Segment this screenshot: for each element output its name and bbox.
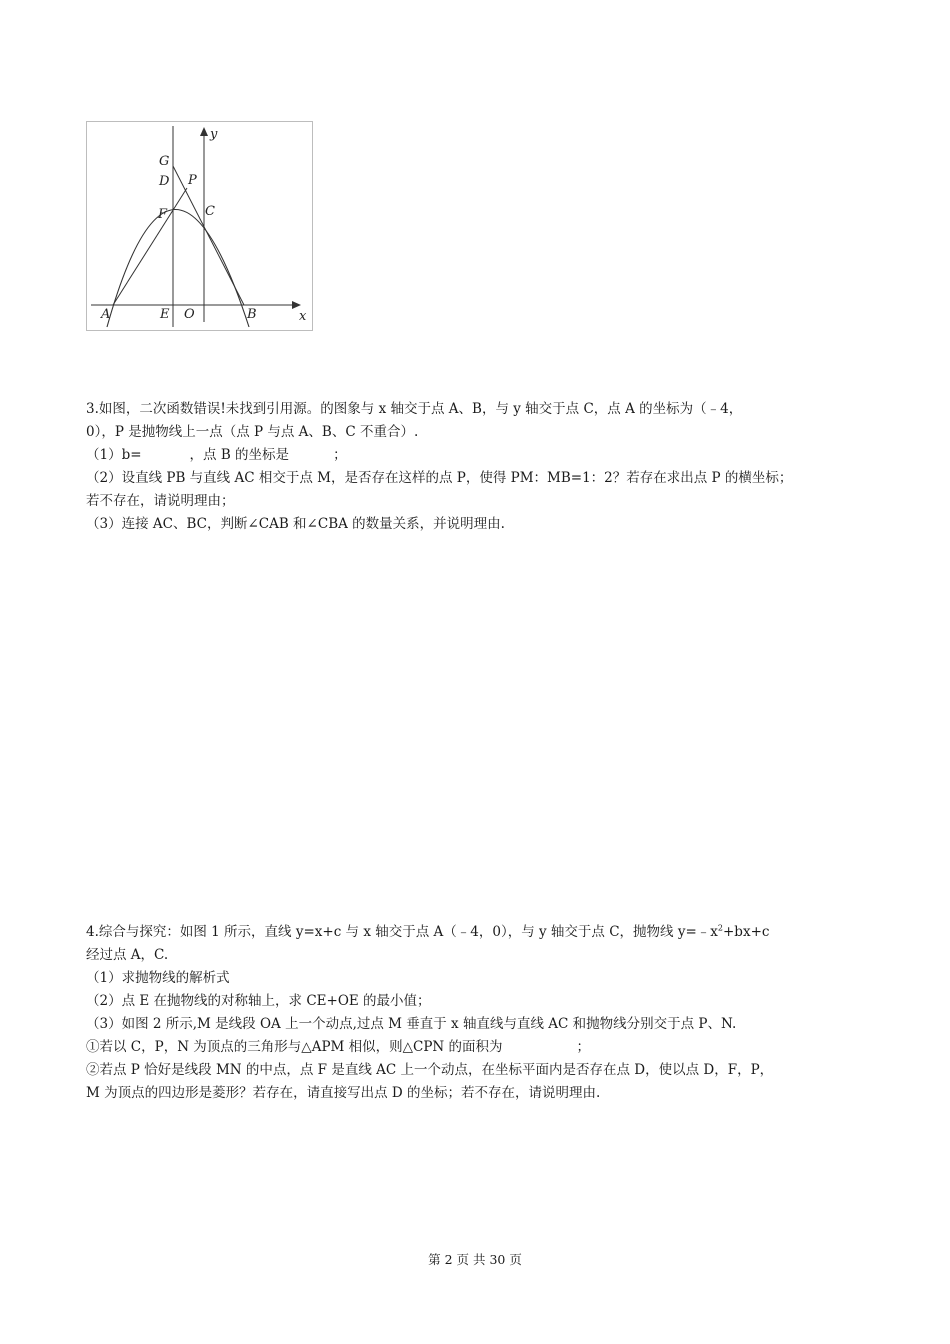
problem-3-question-1: （1）b= ，点 B 的坐标是 ； [86,447,347,463]
problem-4-question-3: （3）如图 2 所示,M 是线段 OA 上一个动点,过点 M 垂直于 x 轴直线与直线 AC 和抛物线分别交于点 P、N. [86,1016,737,1032]
parabola-diagram [87,122,312,330]
label-o: O [184,307,195,322]
label-e: E [160,307,170,322]
line-gb [173,166,244,305]
problem-3-question-2-line-2: 若不存在，请说明理由； [86,493,235,509]
problem-4-question-3-2-line-1: ②若点 P 恰好是线段 MN 的中点，点 F 是直线 AC 上一个动点，在坐标平面内是否存在点 D，使以点 D，F，P， [86,1062,774,1078]
label-c: C [205,204,215,219]
label-x: x [299,309,307,324]
label-p: P [188,173,197,188]
parabola-curve [107,210,249,328]
q1-b-point-label: ，点 B 的坐标是 [189,447,290,463]
problem-4-question-2: （2）点 E 在抛物线的对称轴上，求 CE+OE 的最小值； [86,993,431,1009]
label-a: A [101,307,111,322]
label-f: F [158,207,168,222]
problem-3-question-3: （3）连接 AC、BC，判断∠CAB 和∠CBA 的数量关系，并说明理由. [86,516,505,532]
label-d: D [159,174,170,189]
problem-4 [86,921,876,1105]
problem-4-line-1: 4.综合与探究：如图 1 所示，直线 y=x+c 与 x 轴交于点 A（﹣4，0），与 y 轴交于点 C，抛物线 $y=﹣x^2+bx+c$ [86,923,770,940]
problem-4-question-3-1: ①若以 C，P，N 为顶点的三角形与△APM 相似，则△CPN 的面积为 ； [86,1039,591,1055]
page-number: 第 2 页 共 30 页 [428,1252,522,1267]
problem-4-question-3-2-line-2: M 为顶点的四边形是菱形？若存在，请直接写出点 D 的坐标；若不存在，请说明理由. [86,1085,601,1101]
label-y: y [210,127,218,142]
label-g: G [159,154,170,169]
label-b: B [247,307,257,322]
problem-3 [86,398,876,536]
problem-4-question-1: （1）求抛物线的解析式 [86,970,230,986]
problem-3-line-1: 3.如图，二次函数错误!未找到引用源。的图象与 x 轴交于点 A、B，与 y 轴交于点 C，点 A 的坐标为（﹣4， [86,401,743,417]
problem-3-question-2-line-1: （2）设直线 PB 与直线 AC 相交于点 M，是否存在这样的点 P，使得 PM：MB=1：2？若存在求出点 P 的横坐标； [86,470,793,486]
problem-4-line-2: 经过点 A，C. [86,947,169,963]
q1-b-label: （1）b= [86,447,142,463]
y-axis-arrow [200,127,208,136]
problem-3-line-2: 0），P 是抛物线上一点（点 P 与点 A、B、C 不重合）. [86,424,419,440]
line-ap [113,188,187,305]
x-axis-arrow [292,301,301,309]
parabola-figure [86,121,313,331]
